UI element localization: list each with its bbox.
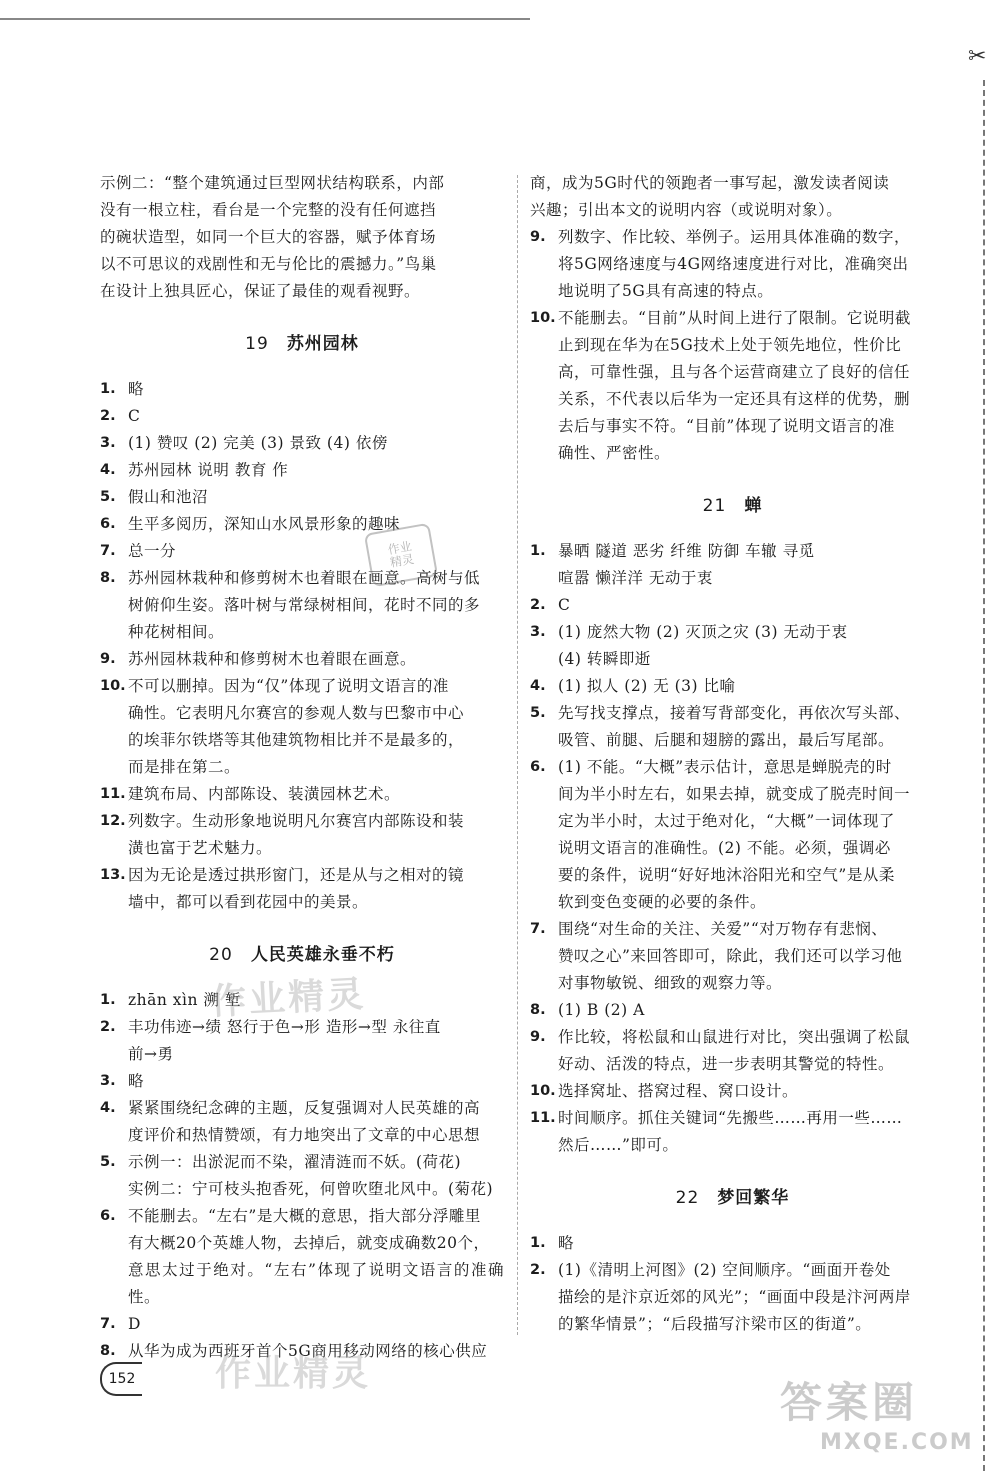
- answer-line: 暴晒 隧道 恶劣 纤维 防御 车辙 寻觅: [558, 542, 815, 560]
- answer-line: 说明文语言的准确性。(2) 不能。必须，强调必: [558, 839, 891, 857]
- answer-number: 10.: [100, 678, 126, 694]
- answer-line: 从华为成为西班牙首个5G商用移动网络的核心供应: [128, 1342, 488, 1360]
- right-column: [530, 170, 935, 1338]
- answer-item: [100, 862, 504, 916]
- answer-text: [128, 403, 504, 430]
- answer-number: 6.: [100, 516, 116, 532]
- answer-line: 对事物敏锐、细致的观察力等。: [558, 974, 783, 992]
- answer-number: 9.: [530, 229, 546, 245]
- answer-line: 将5G网络速度与4G网络速度进行对比，准确突出: [558, 255, 909, 273]
- answer-item: [100, 673, 504, 781]
- answer-line: (1) B (2) A: [558, 1001, 645, 1019]
- logo-text: 答案圈: [780, 1378, 919, 1427]
- answer-number: 5.: [100, 1154, 116, 1170]
- answer-number: 8.: [530, 1002, 546, 1018]
- answer-line: 有大概20个英雄人物，去掉后，就变成确数20个，: [128, 1234, 490, 1252]
- answer-line: 略: [128, 1072, 145, 1090]
- answer-line: (1) 庞然大物 (2) 灭顶之灾 (3) 无动于衷: [558, 623, 848, 641]
- answer-text: [558, 224, 935, 305]
- watermark-text: 作业精灵: [215, 1353, 372, 1394]
- answer-line: (4) 转瞬即逝: [558, 650, 651, 668]
- answer-number: 11.: [530, 1110, 556, 1126]
- answer-line: 然后……”即可。: [558, 1136, 679, 1154]
- answer-item: [100, 1095, 504, 1149]
- answer-text: [558, 700, 935, 754]
- answer-item: [530, 1257, 935, 1338]
- answer-line: 丰功伟迹→绩 怒行于色→形 造形→型 永往直: [128, 1018, 441, 1036]
- answer-line: 作比较，将松鼠和山鼠进行对比，突出强调了松鼠: [558, 1028, 911, 1046]
- answer-item: [530, 619, 935, 673]
- answer-item: [100, 646, 504, 673]
- text-line: 的碗状造型，如同一个巨大的容器，赋予体育场: [100, 228, 437, 246]
- answer-text: [128, 430, 504, 457]
- answer-item: [100, 1149, 504, 1203]
- answer-number: 5.: [530, 705, 546, 721]
- answer-number: 8.: [100, 570, 116, 586]
- section-number: 20: [209, 945, 233, 965]
- answer-line: 紧紧围绕纪念碑的主题，反复强调对人民英雄的高: [128, 1099, 481, 1117]
- answer-number: 1.: [100, 381, 116, 397]
- section-name: 蝉: [744, 496, 763, 516]
- answer-text: [128, 376, 504, 403]
- text-line: 在设计上独具匠心，保证了最佳的观看视野。: [100, 282, 421, 300]
- intro-paragraph: [100, 170, 504, 305]
- answer-line: D: [128, 1315, 141, 1333]
- answer-number: 1.: [100, 992, 116, 1008]
- answer-item: [100, 1203, 504, 1311]
- answer-item: [530, 1230, 935, 1257]
- answer-line: 前→勇: [128, 1045, 174, 1063]
- answer-line: 略: [128, 380, 145, 398]
- answer-number: 2.: [530, 1262, 546, 1278]
- answer-number: 9.: [100, 651, 116, 667]
- answer-text: [558, 1257, 935, 1338]
- continued-paragraph: [530, 170, 935, 224]
- answer-line: 的繁华情景”；“后段描写汴梁市区的街道”。: [558, 1315, 872, 1333]
- answer-item: [100, 1311, 504, 1338]
- answer-number: 2.: [100, 408, 116, 424]
- answer-text: [558, 305, 935, 467]
- column-divider: [517, 175, 518, 1335]
- answer-line: 确性、严密性。: [558, 444, 671, 462]
- answer-line: 止到现在华为在5G技术上处于领先地位，性价比: [558, 336, 902, 354]
- answer-number: 10.: [530, 1083, 556, 1099]
- answer-number: 4.: [100, 462, 116, 478]
- answer-text: [558, 997, 935, 1024]
- answer-line: 度评价和热情赞颂，有力地突出了文章的中心思想: [128, 1126, 481, 1144]
- answer-line: 吸管、前腿、后腿和翅膀的露出，最后写尾部。: [558, 731, 895, 749]
- answer-item: [100, 538, 504, 565]
- answer-line: 列数字、作比较、举例子。运用具体准确的数字，: [558, 228, 911, 246]
- answer-line: 定为半小时，太过于绝对化，“大概”一词体现了: [558, 812, 895, 830]
- answer-line: 时间顺序。抓住关键词“先搬些……再用一些……: [558, 1109, 903, 1127]
- watermark-text: 作业精灵: [209, 973, 368, 1024]
- answer-text: [128, 511, 504, 538]
- page-number: 152: [100, 1362, 142, 1396]
- section-21-answers: [530, 538, 935, 1159]
- answer-text: [558, 916, 935, 997]
- section-22-title: [530, 1185, 935, 1212]
- answer-text: [128, 1203, 504, 1311]
- answer-item: [100, 511, 504, 538]
- answer-line: (1) 拟人 (2) 无 (3) 比喻: [558, 677, 736, 695]
- answer-line: 不能删去。“左右”是大概的意思，指大部分浮雕里: [128, 1207, 481, 1225]
- answer-line: 略: [558, 1234, 575, 1252]
- answer-line: 示例一：出淤泥而不染，濯清涟而不妖。(荷花): [128, 1153, 462, 1171]
- answer-line: 列数字。生动形象地说明凡尔赛宫内部陈设和装: [128, 812, 465, 830]
- scissors-icon: ✂: [968, 44, 987, 69]
- text-line: 示例二：“整个建筑通过巨型网状结构联系，内部: [100, 174, 445, 192]
- answer-text: [558, 619, 935, 673]
- answer-item: [530, 1078, 935, 1105]
- answer-text: [128, 862, 504, 916]
- left-column: [100, 170, 504, 1365]
- answer-text: [558, 754, 935, 916]
- section-name: 梦回繁华: [717, 1188, 790, 1208]
- answer-text: [558, 1105, 935, 1159]
- answer-number: 6.: [100, 1208, 116, 1224]
- answer-number: 3.: [530, 624, 546, 640]
- answer-line: 高，可靠性强，且与各个运营商建立了良好的信任: [558, 363, 911, 381]
- answer-line: 关系，不代表以后华为一定还具有这样的优势，删: [558, 390, 911, 408]
- answer-number: 3.: [100, 435, 116, 451]
- answer-line: 不可以删掉。因为“仅”体现了说明文语言的准: [128, 677, 449, 695]
- answer-number: 13.: [100, 867, 126, 883]
- answer-item: [530, 592, 935, 619]
- logo-url: MXQE.COM: [820, 1430, 974, 1455]
- answer-line: 好动、活泼的特点，进一步表明其警觉的特性。: [558, 1055, 895, 1073]
- answer-line: zhān xìn 溯 堑: [128, 991, 241, 1009]
- answer-line: 生平多阅历，深知山水风景形象的趣味: [128, 515, 401, 533]
- answer-line: 树俯仰生姿。落叶树与常绿树相间，花时不同的多: [128, 596, 481, 614]
- answer-line: 假山和池沼: [128, 488, 209, 506]
- answer-text: [558, 1078, 935, 1105]
- answer-line: 地说明了5G具有高速的特点。: [558, 282, 774, 300]
- text-line: 商，成为5G时代的领跑者一事写起，激发读者阅读: [530, 174, 890, 192]
- answer-item: [100, 808, 504, 862]
- answer-line: (1) 赞叹 (2) 完美 (3) 景致 (4) 依傍: [128, 434, 388, 452]
- section-19-title: [100, 331, 504, 358]
- answer-item: [530, 1024, 935, 1078]
- answer-number: 2.: [530, 597, 546, 613]
- answer-number: 1.: [530, 543, 546, 559]
- answer-line: 总一分: [128, 542, 177, 560]
- answer-number: 11.: [100, 786, 126, 802]
- answer-text: [128, 1149, 504, 1203]
- answer-line: 苏州园林 说明 教育 作: [128, 461, 289, 479]
- section-22-answers: [530, 1230, 935, 1338]
- answer-line: 喧嚣 懒洋洋 无动于衷: [558, 569, 713, 587]
- answer-item: [100, 1068, 504, 1095]
- answer-line: 的埃菲尔铁塔等其他建筑物相比并不是最多的，: [128, 731, 465, 749]
- answer-item: [530, 916, 935, 997]
- answer-number: 5.: [100, 489, 116, 505]
- answer-line: 围绕“对生命的关注、关爱”“对万物存有悲悯、: [558, 920, 888, 938]
- answer-text: [128, 1311, 504, 1338]
- answer-text: [128, 646, 504, 673]
- answer-number: 7.: [530, 921, 546, 937]
- answer-item: [100, 1014, 504, 1068]
- answer-item: [100, 376, 504, 403]
- answer-text: [128, 538, 504, 565]
- answer-text: [128, 1014, 504, 1068]
- answer-number: 12.: [100, 813, 126, 829]
- section-20-answers-continued: [530, 224, 935, 467]
- answer-line: (1) 不能。“大概”表示估计，意思是蝉脱壳的时: [558, 758, 892, 776]
- answer-line: C: [558, 596, 571, 614]
- answer-item: [530, 673, 935, 700]
- section-20-title: [100, 942, 504, 969]
- answer-line: 先写找支撑点，接着写背部变化，再依次写头部、: [558, 704, 911, 722]
- answer-text: [128, 781, 504, 808]
- answer-line: 确性。它表明凡尔赛宫的参观人数与巴黎市中心: [128, 704, 465, 722]
- answer-line: C: [128, 407, 141, 425]
- answer-line: (1)《清明上河图》(2) 空间顺序。“画面开卷处: [558, 1261, 891, 1279]
- answer-number: 9.: [530, 1029, 546, 1045]
- answer-line: 苏州园林栽种和修剪树木也着眼在画意。: [128, 650, 417, 668]
- answer-text: [128, 457, 504, 484]
- answer-item: [530, 1105, 935, 1159]
- answer-item: [100, 484, 504, 511]
- answer-text: [558, 592, 935, 619]
- answer-line: 墙中，都可以看到花园中的美景。: [128, 893, 369, 911]
- section-number: 21: [702, 496, 727, 516]
- answer-number: 4.: [100, 1100, 116, 1116]
- watermark-logo: [780, 1370, 974, 1455]
- answer-item: [530, 997, 935, 1024]
- section-21-title: [530, 493, 935, 520]
- answer-item: [530, 538, 935, 592]
- answer-line: 赞叹之心”来回答即可，除此，我们还可以学习他: [558, 947, 903, 965]
- cut-line: [983, 80, 985, 1471]
- answer-item: [100, 457, 504, 484]
- answer-text: [558, 1024, 935, 1078]
- section-number: 22: [675, 1188, 700, 1208]
- answer-line: 意思太过于绝对。“左右”体现了说明文语言的准确性。: [128, 1261, 504, 1306]
- section-name: 人民英雄永垂不朽: [250, 945, 395, 965]
- answer-text: [558, 538, 935, 592]
- answer-line: 选择窝址、搭窝过程、窝口设计。: [558, 1082, 799, 1100]
- answer-number: 2.: [100, 1019, 116, 1035]
- section-name: 苏州园林: [286, 334, 359, 354]
- answer-text: [128, 565, 504, 646]
- answer-line: 潢也富于艺术魅力。: [128, 839, 273, 857]
- answer-text: [128, 808, 504, 862]
- answer-item: [530, 305, 935, 467]
- answer-text: [558, 673, 935, 700]
- top-rule: [0, 18, 530, 20]
- answer-text: [128, 1095, 504, 1149]
- text-line: 兴趣；引出本文的说明内容（或说明对象）。: [530, 201, 843, 219]
- answer-number: 1.: [530, 1235, 546, 1251]
- section-20-answers: [100, 987, 504, 1365]
- answer-line: 建筑布局、内部陈设、装潢园林艺术。: [128, 785, 401, 803]
- text-line: 以不可思议的戏剧性和无与伦比的震撼力。”鸟巢: [100, 255, 437, 273]
- answer-text: [128, 1068, 504, 1095]
- answer-number: 10.: [530, 310, 556, 326]
- answer-item: [100, 781, 504, 808]
- answer-item: [530, 754, 935, 916]
- answer-line: 间为半小时左右，如果去掉，就变成了脱壳时间一: [558, 785, 911, 803]
- answer-item: [530, 700, 935, 754]
- answer-number: 7.: [100, 543, 116, 559]
- text-line: 没有一根立柱，看台是一个完整的没有任何遮挡: [100, 201, 437, 219]
- answer-line: 去后与事实不符。“目前”体现了说明文语言的准: [558, 417, 895, 435]
- answer-line: 实例二：宁可枝头抱香死，何曾吹堕北风中。(菊花): [128, 1180, 494, 1198]
- answer-text: [128, 484, 504, 511]
- answer-text: [128, 673, 504, 781]
- answer-item: [530, 224, 935, 305]
- answer-number: 3.: [100, 1073, 116, 1089]
- answer-item: [100, 565, 504, 646]
- answer-line: 因为无论是透过拱形窗门，还是从与之相对的镜: [128, 866, 465, 884]
- answer-number: 8.: [100, 1343, 116, 1359]
- answer-text: [558, 1230, 935, 1257]
- answer-number: 6.: [530, 759, 546, 775]
- answer-line: 描绘的是汴京近郊的风光”；“画面中段是汴河两岸: [558, 1288, 911, 1306]
- watermark-stamp: 作业 精灵: [364, 523, 438, 588]
- answer-number: 7.: [100, 1316, 116, 1332]
- answer-item: [100, 403, 504, 430]
- answer-number: 4.: [530, 678, 546, 694]
- section-number: 19: [245, 334, 269, 354]
- answer-line: 而是排在第二。: [128, 758, 241, 776]
- answer-line: 不能删去。“目前”从时间上进行了限制。它说明截: [558, 309, 911, 327]
- answer-line: 苏州园林栽种和修剪树木也着眼在画意。高树与低: [128, 569, 481, 587]
- answer-line: 软到变色变硬的必要的条件。: [558, 893, 767, 911]
- answer-item: [100, 430, 504, 457]
- answer-line: 种花树相间。: [128, 623, 225, 641]
- section-19-answers: [100, 376, 504, 916]
- answer-line: 要的条件，说明“好好地沐浴阳光和空气”是从柔: [558, 866, 895, 884]
